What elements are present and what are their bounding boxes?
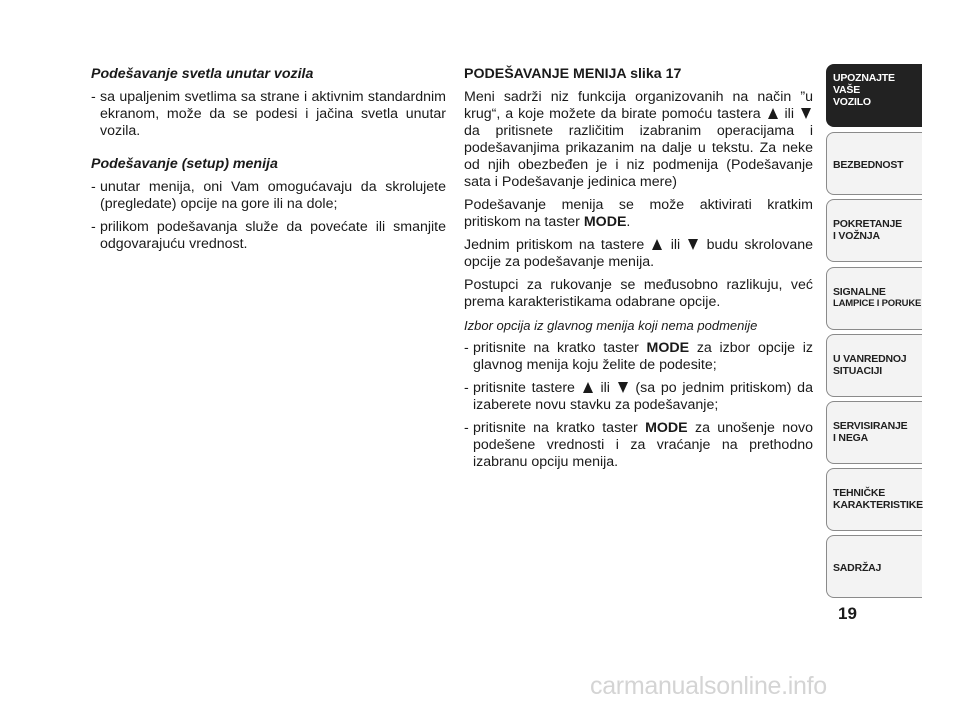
tab-label: SERVISIRANJE (833, 420, 908, 432)
paragraph-text: za izbor opcije iz glavnog menija koju želite de podesite; (473, 340, 813, 373)
mode-key-label: MODE (646, 340, 690, 356)
paragraph-text: da pritisnete različitim izabranim operacijama i podešavanjima prikazanim na dalje u tekstu. Za neke od njih obezbeđen je i niz podmenija (Podešavanje sata i Podešavanje jedinica mere) (464, 123, 813, 190)
list-item (464, 380, 813, 414)
tab-label: SITUACIJI (833, 365, 882, 377)
triangle-down-icon (801, 108, 811, 119)
paragraph-text: budu skrolovane opcije za podešavanje menija. (464, 237, 813, 270)
right-column (464, 66, 813, 471)
tab-servisiranje-i-nega[interactable] (826, 401, 922, 464)
paragraph-text: Jednim pritiskom na tastere (464, 237, 645, 253)
tab-signalne-lampice[interactable] (826, 267, 922, 330)
paragraph-text: pritisnite na kratko taster (473, 420, 638, 436)
paragraph-text: Meni sadrži niz funkcija organizovanih na način ”u krug“, a koje možete da birate pomoću tastera (464, 89, 813, 122)
paragraph-text: ili (784, 106, 794, 122)
tab-tehnicke-karakteristike[interactable] (826, 468, 922, 531)
section-heading-interior-light: Podešavanje svetla unutar vozila (91, 66, 314, 82)
paragraph (464, 89, 813, 191)
subheading: Izbor opcija iz glavnog menija koji nema podmenije (464, 318, 758, 333)
tab-label: POKRETANJE (833, 218, 902, 230)
list-item-text (473, 420, 813, 471)
tab-u-vanrednoj-situaciji[interactable] (826, 334, 922, 397)
dash-bullet: - (464, 340, 469, 356)
page-number: 19 (838, 604, 857, 623)
paragraph-text: ili (670, 237, 681, 253)
tab-bezbednost[interactable] (826, 132, 922, 195)
mode-key-label: MODE (645, 420, 688, 436)
triangle-up-icon (652, 239, 662, 250)
list-item (464, 420, 813, 471)
tab-label: VAŠE (833, 84, 861, 96)
paragraph-text: Podešavanje menija se može aktivirati kratkim pritiskom na taster (464, 197, 813, 230)
section-title: PODEŠAVANJE MENIJA slika 17 (464, 66, 682, 82)
tab-label: I NEGA (833, 432, 868, 444)
paragraph-text: (sa po jednim pritiskom) da izaberete novu stavku za podešavanje; (473, 380, 813, 413)
tab-label: VOZILO (833, 96, 871, 108)
section-heading-menu-setup: Podešavanje (setup) menija (91, 156, 278, 172)
list-item-text: unutar menija, oni Vam omogućavaju da skrolujete (pregledate) opcije na gore ili na dole; (100, 179, 446, 212)
tab-label: SADRŽAJ (833, 562, 882, 574)
paragraph-text: pritisnite na kratko taster (473, 340, 639, 356)
triangle-down-icon (688, 239, 698, 250)
triangle-down-icon (618, 382, 628, 393)
paragraph (464, 237, 813, 271)
dash-bullet: - (464, 380, 469, 396)
triangle-up-icon (768, 108, 778, 119)
list-item (91, 89, 446, 140)
paragraph-text: za unošenje novo podešene vrednosti i za vraćanje na prethodno izabranu opciju menija. (473, 420, 813, 470)
list-item (464, 340, 813, 374)
list-item-text: prilikom podešavanja služe da povećate ili smanjite odgovarajuću vrednost. (100, 219, 446, 252)
list-item (91, 219, 446, 253)
tab-label: UPOZNAJTE (833, 72, 895, 84)
tab-label: KARAKTERISTIKE (833, 499, 923, 511)
triangle-up-icon (583, 382, 593, 393)
tab-label: LAMPICE I PORUKE (833, 298, 922, 309)
list-item-text (473, 340, 813, 374)
tab-pokretanje-i-voznja[interactable] (826, 199, 922, 262)
paragraph-text: . (626, 214, 631, 230)
paragraph: Postupci za rukovanje se međusobno razlikuju, već prema karakteristikama odabrane opcije. (464, 277, 813, 310)
paragraph (464, 197, 813, 231)
tab-label: SIGNALNE (833, 286, 886, 298)
tab-sadrzaj[interactable] (826, 535, 922, 598)
list-item-text: sa upaljenim svetlima sa strane i aktivnim standardnim ekranom, može da se podesi i jačina svetla unutar vozila. (100, 89, 446, 139)
paragraph-text: pritisnite tastere (473, 380, 575, 396)
dash-bullet: - (91, 89, 96, 105)
dash-bullet: - (91, 219, 96, 235)
tab-label: U VANREDNOJ (833, 353, 907, 365)
watermark-text: carmanualsonline.info (590, 672, 827, 700)
dash-bullet: - (91, 179, 96, 195)
list-item (91, 179, 446, 213)
list-item-text (473, 380, 813, 414)
tab-upoznajte-vase-vozilo[interactable] (826, 64, 922, 127)
tab-label: TEHNIČKE (833, 487, 886, 499)
tab-label: I VOŽNJA (833, 230, 880, 242)
tab-label: BEZBEDNOST (833, 159, 904, 171)
mode-key-label: MODE (583, 214, 627, 230)
dash-bullet: - (464, 420, 469, 436)
paragraph-text: ili (600, 380, 610, 396)
left-column (91, 66, 446, 253)
